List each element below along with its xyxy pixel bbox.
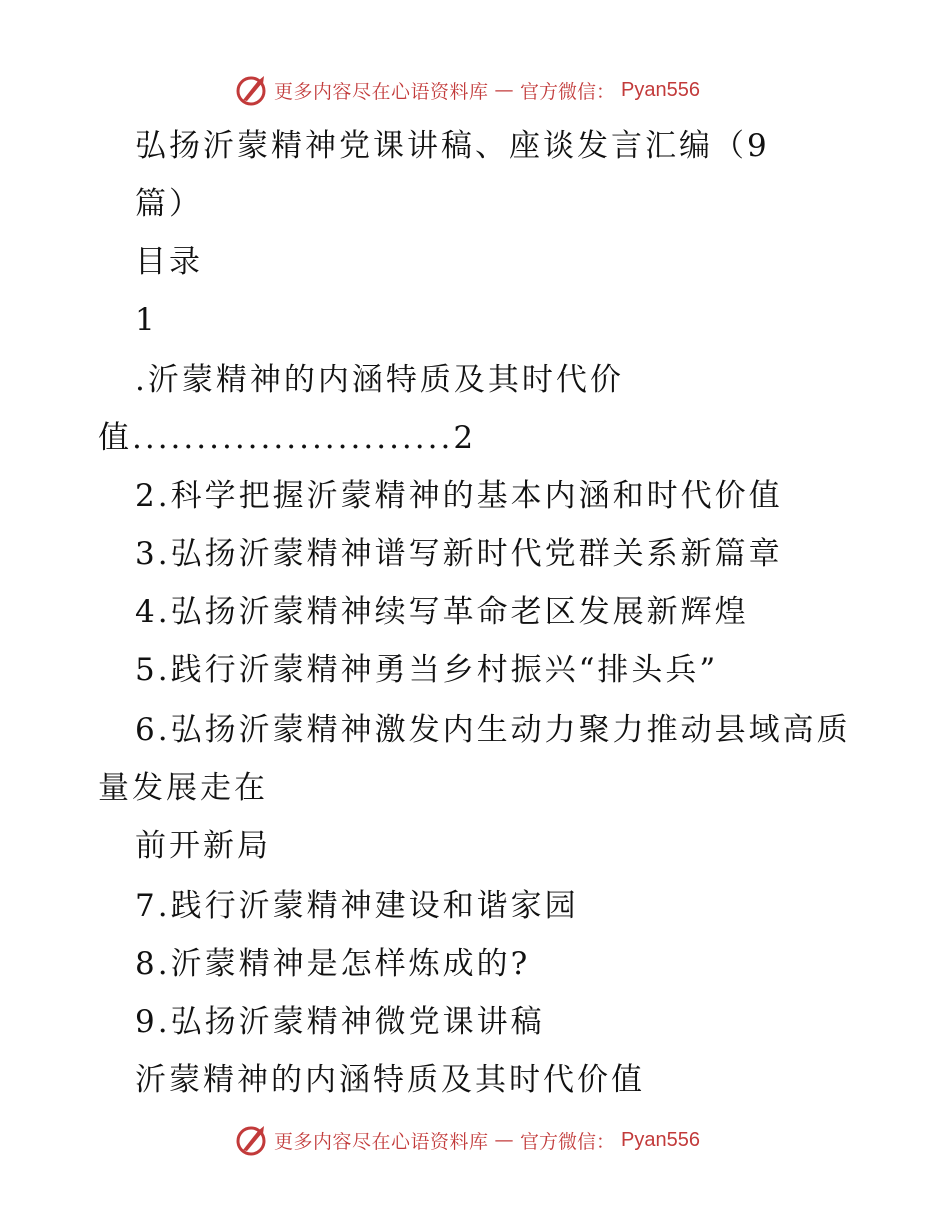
section-title: 沂蒙精神的内涵特质及其时代价值 — [135, 1062, 645, 1098]
footer-watermark — [0, 1120, 950, 1160]
toc-line: 7.践行沂蒙精神建设和谐家园 — [135, 888, 579, 924]
quill-logo-icon — [234, 73, 268, 107]
watermark-wechat-label: 官方微信： — [520, 1130, 616, 1153]
quill-logo-icon — [234, 1123, 268, 1157]
toc-line: .沂蒙精神的内涵特质及其时代价 — [135, 362, 624, 398]
toc-line: 5.践行沂蒙精神勇当乡村振兴“排头兵” — [135, 652, 719, 688]
watermark-site-text: 更多内容尽在心语资料库 — [274, 80, 489, 103]
toc-line: 2.科学把握沂蒙精神的基本内涵和时代价值 — [135, 478, 783, 514]
watermark-content — [234, 73, 700, 107]
watermark-wechat-label: 官方微信： — [520, 80, 616, 103]
toc-line: 1 — [135, 302, 158, 338]
toc-line: 9.弘扬沂蒙精神微党课讲稿 — [135, 1004, 545, 1040]
toc-heading: 目录 — [135, 244, 203, 280]
toc-line: 3.弘扬沂蒙精神谱写新时代党群关系新篇章 — [135, 536, 783, 572]
header-watermark — [0, 70, 950, 110]
toc-line: 值.........................2 — [98, 420, 477, 456]
watermark-site-text: 更多内容尽在心语资料库 — [274, 1130, 489, 1153]
toc-line: 量发展走在 — [98, 770, 268, 806]
toc-line: 8.沂蒙精神是怎样炼成的? — [135, 946, 531, 982]
toc-line: 4.弘扬沂蒙精神续写革命老区发展新辉煌 — [135, 594, 749, 630]
document-title-line-1: 弘扬沂蒙精神党课讲稿、座谈发言汇编（9 — [135, 128, 770, 164]
document-title-line-2: 篇） — [135, 186, 203, 222]
toc-line: 6.弘扬沂蒙精神激发内生动力聚力推动县域高质 — [135, 712, 851, 748]
watermark-separator: — — [494, 1129, 515, 1151]
watermark-wechat-id: Pyan556 — [621, 78, 700, 101]
watermark-separator: — — [494, 79, 515, 101]
watermark-wechat-id: Pyan556 — [621, 1128, 700, 1151]
toc-line: 前开新局 — [135, 828, 271, 864]
watermark-content — [234, 1123, 700, 1157]
